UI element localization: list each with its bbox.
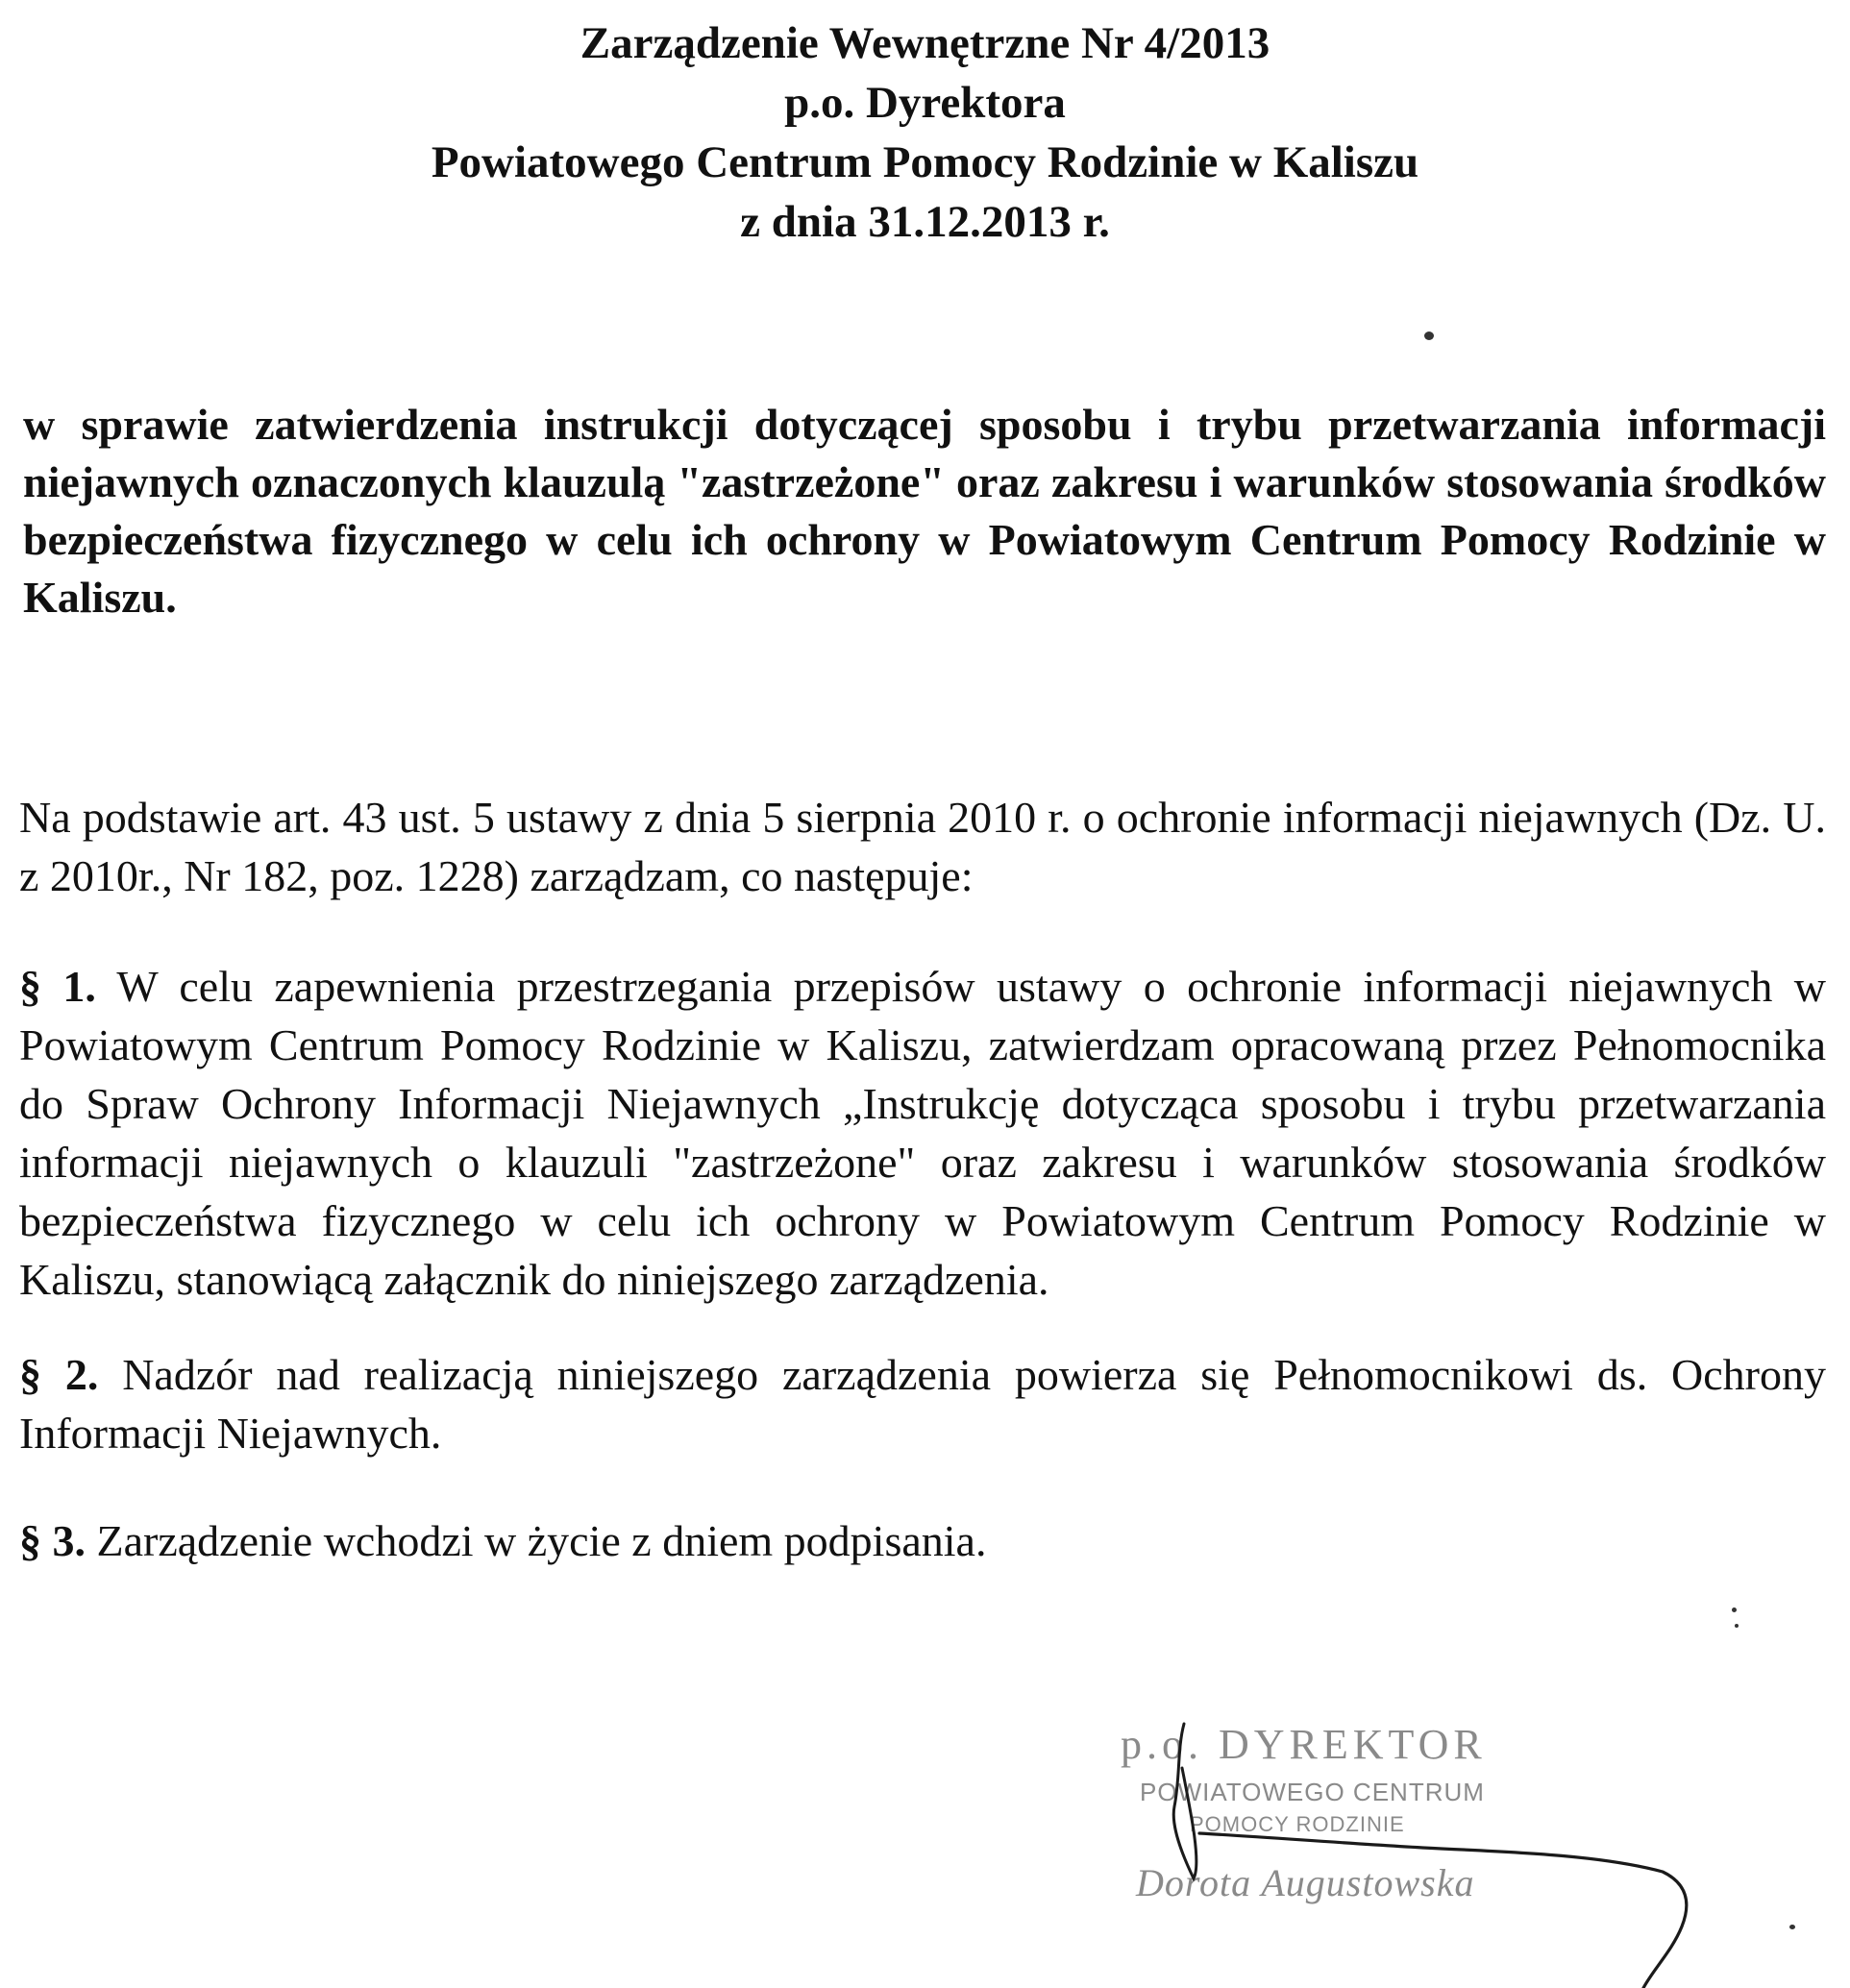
order-subject: w sprawie zatwierdzenia instrukcji dotyczącej sposobu i trybu przetwarzania informacji niejawnych oznaczonych klauzulą "zastrzeżone" oraz zakresu i warunków stosowania środków bezpieczeństwa fizycznego w celu ich ochrony w Powiatowym Centrum Pomocy Rodzinie w Kaliszu. xyxy=(23,400,1826,622)
paragraph-3 xyxy=(19,1511,1826,1570)
stamp-institution-line: POMOCY RODZINIE xyxy=(1190,1812,1405,1836)
scan-speck xyxy=(1735,1624,1739,1628)
paragraph-text: Nadzór nad realizacją niniejszego zarządzenia powierza się Pełnomocnikowi ds. Ochrony Informacji Niejawnych. xyxy=(19,1350,1826,1458)
legal-basis: Na podstawie art. 43 ust. 5 ustawy z dnia 5 sierpnia 2010 r. o ochronie informacji niejawnych (Dz. U. z 2010r., Nr 182, poz. 1228) zarządzam, co następuje: xyxy=(19,793,1826,900)
scan-speck xyxy=(1424,331,1434,340)
handwritten-signature xyxy=(1124,1710,1797,1988)
paragraph-number: § 2. xyxy=(19,1350,99,1399)
issuer-role: p.o. Dyrektora xyxy=(784,78,1066,128)
document-header xyxy=(0,13,1850,252)
paragraph-text: W celu zapewnienia przestrzegania przepisów ustawy o ochronie informacji niejawnych w Powiatowym Centrum Pomocy Rodzinie w Kaliszu, zatwierdzam opracowaną przez Pełnomocnika do Spraw Ochrony Informacji Niejawnych „Instrukcję dotycząca sposobu i trybu przetwarzania informacji niejawnych o klauzuli "zastrzeżone" oraz zakresu i warunków stosowania środków bezpieczeństwa fizycznego w celu ich ochrony w Powiatowym Centrum Pomocy Rodzinie w Kaliszu, stanowiącą załącznik do niniejszego zarządzenia. xyxy=(19,962,1826,1304)
stamp-signatory-name: Dorota Augustowska xyxy=(1136,1861,1475,1904)
paragraph-1 xyxy=(19,957,1826,1309)
paragraph-number: § 1. xyxy=(19,962,96,1011)
paragraph-2 xyxy=(19,1345,1826,1462)
scan-speck xyxy=(1732,1608,1737,1612)
scan-speck xyxy=(1789,1925,1795,1929)
stamp-institution-line: POWIATOWEGO CENTRUM xyxy=(1140,1778,1485,1806)
paragraph-number: § 3. xyxy=(19,1516,86,1565)
stamp-title: p.o. DYREKTOR xyxy=(1121,1721,1487,1768)
issuer-institution: Powiatowego Centrum Pomocy Rodzinie w Kaliszu xyxy=(431,137,1419,187)
issue-date: z dnia 31.12.2013 r. xyxy=(740,197,1110,247)
paragraph-text: Zarządzenie wchodzi w życie z dniem podpisania. xyxy=(96,1516,987,1565)
order-title: Zarządzenie Wewnętrzne Nr 4/2013 xyxy=(580,18,1270,68)
